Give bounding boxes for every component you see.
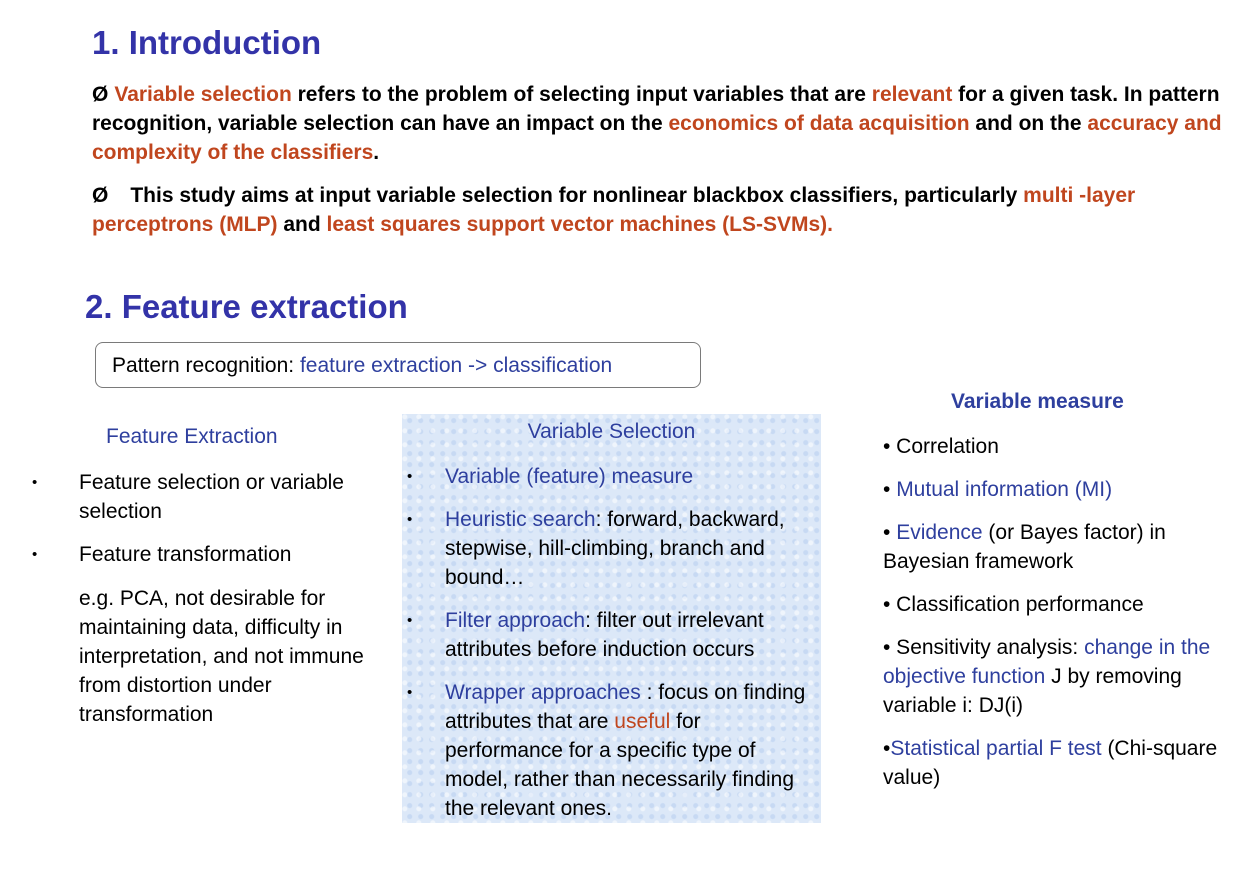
list-item-text: (or Bayes factor) in Bayesian framework (883, 521, 1166, 573)
arrow-bullet-icon: Ø (92, 184, 109, 207)
variable-measure-heading: Variable measure (951, 390, 1124, 413)
list-item (883, 518, 1228, 576)
list-item-text: : forward, backward, stepwise, hill-climbing, branch and bound… (445, 508, 785, 589)
list-item-text: Variable (feature) measure (445, 465, 694, 488)
list-item-text: • Correlation (883, 435, 999, 458)
list-item-text: Feature transformation (79, 543, 292, 566)
term-heuristic-search: Heuristic search (445, 508, 596, 531)
pattern-recognition-box (95, 342, 701, 388)
list-item-text: Feature selection or variable selection (79, 471, 344, 523)
list-item-text: : focus on finding attributes that are (445, 681, 806, 733)
list-item-text: • Sensitivity analysis: (883, 636, 1085, 659)
list-item-text: • Classification performance (883, 593, 1144, 616)
list-item (883, 633, 1228, 720)
term-partial-f-test: Statistical partial F test (890, 737, 1102, 760)
intro-paragraph-1 (92, 80, 1222, 167)
list-item-text: : filter out irrelevant attributes before induction occurs (445, 609, 764, 661)
pattern-recognition-flow: feature extraction -> classification (299, 354, 613, 377)
variable-measure-list (883, 432, 1228, 792)
section-heading-introduction: 1. Introduction (92, 24, 322, 61)
list-item-text: J by removing variable i: DJ(i) (883, 665, 1182, 717)
text: refers to the problem of selecting input variables that are (291, 83, 872, 106)
pattern-recognition-label: Pattern recognition: (112, 354, 300, 377)
bullet-icon: • (407, 511, 413, 528)
term-ls-svm: least squares support vector machines (LS-SVMs). (326, 213, 834, 236)
list-item-text: for performance for a specific type of model, rather than necessarily finding the relevant ones. (445, 710, 795, 820)
list-item (883, 734, 1228, 792)
bullet-icon: • (407, 468, 413, 485)
term-economics: economics of data acquisition (668, 112, 970, 135)
term-accuracy: accuracy and complexity of the classifiers (92, 112, 1222, 164)
text: and (277, 213, 327, 236)
feature-extraction-heading: Feature Extraction (106, 425, 278, 448)
bullet-icon: • (32, 546, 38, 563)
list-item (32, 540, 372, 569)
term-filter-approach: Filter approach (445, 609, 586, 632)
term-evidence: Evidence (896, 521, 983, 544)
term-mutual-information: Mutual information (MI) (896, 478, 1113, 501)
term-useful: useful (614, 710, 671, 733)
term-mlp: multi -layer perceptrons (MLP) (92, 184, 1136, 236)
text: This study aims at input variable selection for nonlinear blackbox classifiers, particularly (130, 184, 1024, 207)
bullet-icon: • (883, 478, 897, 501)
list-item (883, 475, 1228, 504)
variable-selection-list (407, 462, 819, 823)
bullet-icon: • (407, 684, 413, 701)
bullet-icon: • (883, 521, 897, 544)
arrow-bullet-icon: Ø (92, 83, 109, 106)
feature-extraction-list (32, 468, 372, 583)
list-item (407, 462, 819, 491)
bullet-icon: • (883, 737, 891, 760)
list-item (883, 432, 1228, 461)
text: and on the (969, 112, 1088, 135)
list-item (407, 606, 819, 664)
variable-selection-heading: Variable Selection (527, 420, 696, 443)
list-item (883, 590, 1228, 619)
text: for a given task. In pattern recognition, variable selection can have an impact on the (92, 83, 1220, 135)
term-relevant: relevant (871, 83, 953, 106)
intro-paragraph-2 (92, 181, 1222, 239)
term-variable-selection: Variable selection (114, 83, 292, 106)
bullet-icon: • (32, 474, 38, 491)
list-item-text: (Chi-square value) (883, 737, 1218, 789)
list-item (407, 678, 819, 823)
term-wrapper-approaches: Wrapper approaches (445, 681, 641, 704)
term-objective-change: change in the objective function (883, 636, 1211, 688)
section-heading-feature-extraction: 2. Feature extraction (85, 288, 408, 325)
bullet-icon: • (407, 612, 413, 629)
list-item (32, 468, 372, 526)
list-item (407, 505, 819, 592)
text: . (373, 141, 380, 164)
pca-note: e.g. PCA, not desirable for maintaining data, difficulty in interpretation, and not immune from distortion under transformation (79, 587, 364, 726)
